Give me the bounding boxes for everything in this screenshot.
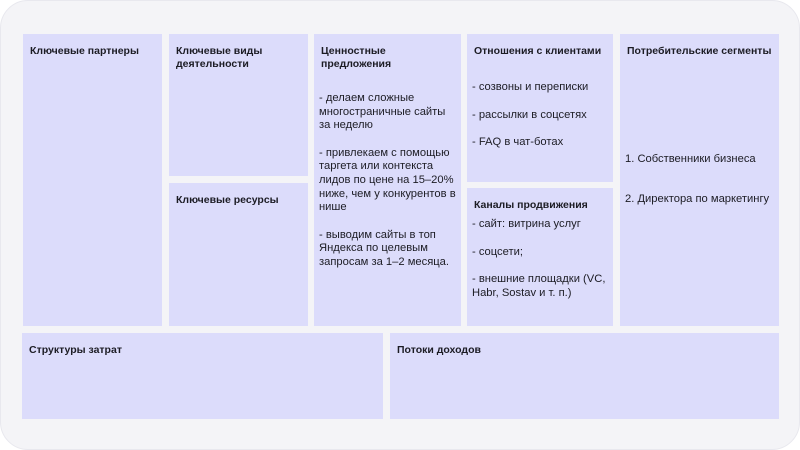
key-resources-block: [169, 183, 308, 326]
value-propositions-block: [314, 34, 461, 326]
value-proposition-item: - привлекаем с помощью таргета или контекста лидов по цене на 15–20% ниже, чем у конкурентов в нише: [319, 146, 456, 214]
value-proposition-item: - делаем сложные многостраничные сайты за неделю: [319, 92, 446, 132]
channels-block: [467, 188, 613, 326]
channel-item: - внешние площадки (VC, Habr, Sostav и т. п.): [472, 273, 606, 299]
value-propositions-list: [319, 92, 457, 270]
customer-segment-item: 1. Собственники бизнеса: [625, 153, 756, 165]
customer-relationship-item: - созвоны и переписки: [472, 81, 589, 93]
key-partners-title: Ключевые партнеры: [30, 45, 139, 57]
value-propositions-title: Ценностные предложения: [321, 45, 392, 70]
value-proposition-item: - выводим сайты в топ Яндекса по целевым запросам за 1–2 месяца.: [319, 228, 450, 268]
customer-relationships-title: Отношения с клиентами: [474, 45, 602, 57]
revenue-streams-title: Потоки доходов: [397, 344, 481, 356]
channel-item: - соцсети;: [472, 245, 523, 258]
channels-list: [472, 218, 609, 300]
cost-structure-title: Структуры затрат: [29, 344, 122, 356]
customer-relationship-item: - рассылки в соцсетях: [472, 108, 587, 121]
key-partners-block: [23, 34, 162, 326]
customer-segment-item: 2. Директора по маркетингу: [625, 192, 770, 205]
key-activities-title: Ключевые виды деятельности: [176, 45, 263, 70]
key-activities-block: [169, 34, 308, 176]
channel-item: - сайт: витрина услуг: [472, 218, 581, 230]
cost-structure-block: [22, 333, 383, 419]
revenue-streams-block: [390, 333, 779, 419]
channels-title: Каналы продвижения: [474, 199, 588, 211]
customer-relationships-list: [472, 81, 609, 150]
customer-relationships-block: [467, 34, 613, 182]
customer-segments-block: [620, 34, 779, 326]
key-resources-title: Ключевые ресурсы: [176, 194, 279, 206]
customer-segments-title: Потребительские сегменты: [627, 45, 772, 57]
customer-segments-list: [625, 153, 775, 232]
customer-relationship-item: - FAQ в чат-ботах: [472, 136, 564, 149]
